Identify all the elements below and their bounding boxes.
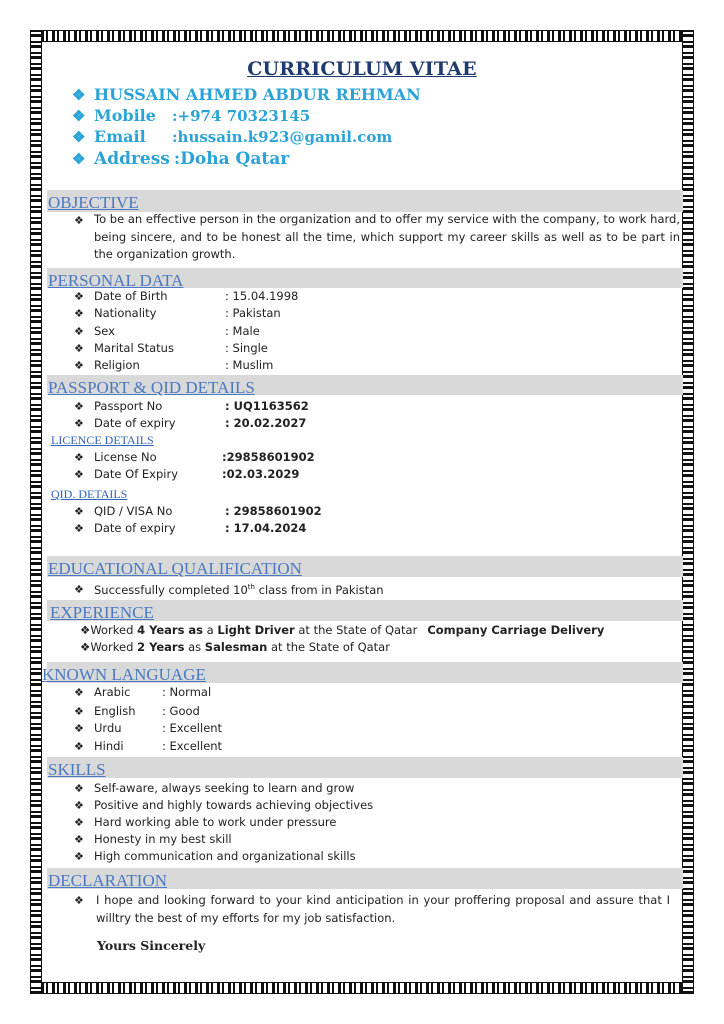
diamond-bullet-icon: ❖: [74, 325, 84, 338]
diamond-bullet-icon: ❖: [74, 505, 84, 518]
contact-block: [72, 84, 421, 170]
decorative-border-right: [682, 30, 694, 994]
diamond-bullet-icon: ❖: [72, 106, 86, 125]
licence-heading: LICENCE DETAILS: [51, 433, 154, 447]
sex-label: Sex: [94, 324, 115, 338]
diamond-bullet-icon: ❖: [74, 468, 84, 481]
exp1-years: 4 Years as: [137, 623, 204, 637]
personal-heading: PERSONAL DATA: [48, 271, 184, 290]
education-post: class from in Pakistan: [254, 582, 384, 597]
cv-title-wrap: [0, 58, 724, 80]
qid-no-value: : 29858601902: [225, 504, 322, 518]
decorative-border-top: [30, 30, 694, 42]
passport-expiry-label: Date of expiry: [94, 416, 176, 430]
decorative-border-bottom: [30, 982, 694, 994]
lang-english-label: English: [94, 704, 136, 718]
religion-value: : Muslim: [225, 358, 274, 372]
diamond-bullet-icon: ❖: [74, 290, 84, 303]
skill-item: Positive and highly towards achieving objectives: [94, 798, 374, 812]
diamond-bullet-icon: ❖: [74, 307, 84, 320]
dob-label: Date of Birth: [94, 289, 168, 303]
skill-item: Hard working able to work under pressure: [94, 815, 337, 829]
decorative-border-left: [30, 30, 42, 994]
education-sup: th: [247, 583, 255, 591]
language-heading: KNOWN LANGUAGE: [42, 665, 206, 684]
diamond-bullet-icon: ❖: [74, 740, 84, 753]
passport-expiry-value: : 20.02.2027: [225, 416, 307, 430]
diamond-bullet-icon: ❖: [74, 583, 84, 596]
diamond-bullet-icon: ❖: [74, 722, 84, 735]
diamond-bullet-icon: ❖: [74, 451, 84, 464]
email-sep: :: [172, 127, 178, 146]
mobile-sep: :: [172, 106, 178, 125]
nationality-label: Nationality: [94, 306, 157, 320]
passport-no-value: : UQ1163562: [225, 399, 309, 413]
exp2-e: at the State of Qatar: [267, 640, 390, 654]
diamond-bullet-icon: ❖: [80, 623, 91, 637]
exp1-role: Light Driver: [217, 623, 295, 637]
marital-label: Marital Status: [94, 341, 174, 355]
address-sep: :: [173, 148, 181, 169]
license-no-label: License No: [94, 450, 157, 464]
diamond-bullet-icon: ❖: [74, 833, 84, 846]
qid-expiry-value: : 17.04.2024: [225, 521, 307, 535]
qid-no-label: QID / VISA No: [94, 504, 173, 518]
passport-no-label: Passport No: [94, 399, 163, 413]
skill-item: Self-aware, always seeking to learn and grow: [94, 781, 355, 795]
lang-hindi-value: : Excellent: [162, 739, 223, 753]
lang-urdu-label: Urdu: [94, 721, 122, 735]
exp1-c: a: [203, 623, 218, 637]
diamond-bullet-icon: ❖: [74, 686, 84, 699]
license-expiry-value: :02.03.2029: [222, 467, 300, 481]
diamond-bullet-icon: ❖: [72, 149, 86, 168]
exp2-c: as: [184, 640, 205, 654]
diamond-bullet-icon: ❖: [72, 85, 86, 104]
cv-title: CURRICULUM VITAE: [247, 58, 477, 80]
experience-line-2: [80, 642, 390, 654]
experience-line-1: [80, 625, 604, 637]
objective-text: To be an effective person in the organization and to offer my service with the company, to work hard, being sincere, and to be honest all the time, which support my career skills as well as to be part in the organization growth.: [94, 212, 680, 261]
skill-item: High communication and organizational skills: [94, 849, 356, 863]
education-text: [94, 584, 384, 596]
skills-band: [47, 757, 683, 778]
qid-expiry-label: Date of expiry: [94, 521, 176, 535]
skills-heading: SKILLS: [48, 760, 106, 779]
lang-arabic-value: : Normal: [162, 685, 212, 699]
license-expiry-label: Date Of Expiry: [94, 467, 178, 481]
skill-item: Honesty in my best skill: [94, 832, 232, 846]
diamond-bullet-icon: ❖: [74, 359, 84, 372]
diamond-bullet-icon: ❖: [74, 342, 84, 355]
declaration-heading: DECLARATION: [48, 871, 167, 890]
diamond-bullet-icon: ❖: [74, 400, 84, 413]
diamond-bullet-icon: ❖: [74, 782, 84, 795]
candidate-name: HUSSAIN AHMED ABDUR REHMAN: [94, 85, 421, 104]
mobile-value: +974 70323145: [177, 106, 311, 125]
declaration-text: I hope and looking forward to your kind anticipation in your proffering proposal and assure that I willtry the best of my efforts for my job satisfaction.: [96, 893, 670, 925]
lang-hindi-label: Hindi: [94, 739, 124, 753]
contact-email-row: [72, 126, 421, 147]
diamond-bullet-icon: ❖: [74, 417, 84, 430]
religion-label: Religion: [94, 358, 140, 372]
lang-english-value: : Good: [162, 704, 200, 718]
nationality-value: : Pakistan: [225, 306, 281, 320]
closing-text: Yours Sincerely: [97, 938, 206, 953]
dob-value: : 15.04.1998: [225, 289, 299, 303]
exp1-e: at the State of Qatar: [294, 623, 418, 637]
email-label: Email: [94, 127, 146, 146]
diamond-bullet-icon: ❖: [74, 816, 84, 829]
exp2-a: Worked: [90, 640, 138, 654]
exp1-a: Worked: [90, 623, 138, 637]
exp2-role: Salesman: [204, 640, 268, 654]
lang-arabic-label: Arabic: [94, 685, 131, 699]
diamond-bullet-icon: ❖: [74, 894, 84, 907]
objective-heading: OBJECTIVE: [48, 193, 139, 212]
education-pre: Successfully completed 10: [94, 582, 248, 597]
contact-mobile-row: [72, 105, 421, 126]
diamond-bullet-icon: ❖: [74, 214, 84, 227]
contact-address-row: [72, 147, 421, 170]
contact-name-row: [72, 84, 421, 105]
passport-heading: PASSPORT & QID DETAILS: [48, 378, 255, 397]
education-heading: EDUCATIONAL QUALIFICATION: [48, 559, 302, 578]
diamond-bullet-icon: ❖: [74, 522, 84, 535]
email-value: hussain.k923@gamil.com: [177, 127, 393, 146]
exp1-company: Company Carriage Delivery: [427, 623, 605, 637]
diamond-bullet-icon: ❖: [74, 705, 84, 718]
exp2-years: 2 Years: [137, 640, 185, 654]
objective-band: [47, 190, 683, 212]
marital-value: : Single: [225, 341, 268, 355]
license-no-value: :29858601902: [222, 450, 315, 464]
diamond-bullet-icon: ❖: [74, 799, 84, 812]
lang-urdu-value: : Excellent: [162, 721, 223, 735]
address-value: Doha Qatar: [180, 148, 290, 169]
mobile-label: Mobile: [94, 106, 156, 125]
diamond-bullet-icon: ❖: [72, 127, 86, 146]
diamond-bullet-icon: ❖: [74, 850, 84, 863]
diamond-bullet-icon: ❖: [80, 640, 91, 654]
sex-value: : Male: [225, 324, 260, 338]
address-label: Address: [94, 148, 170, 169]
experience-heading: EXPERIENCE: [50, 603, 154, 622]
qid-heading: QID. DETAILS: [51, 487, 128, 501]
